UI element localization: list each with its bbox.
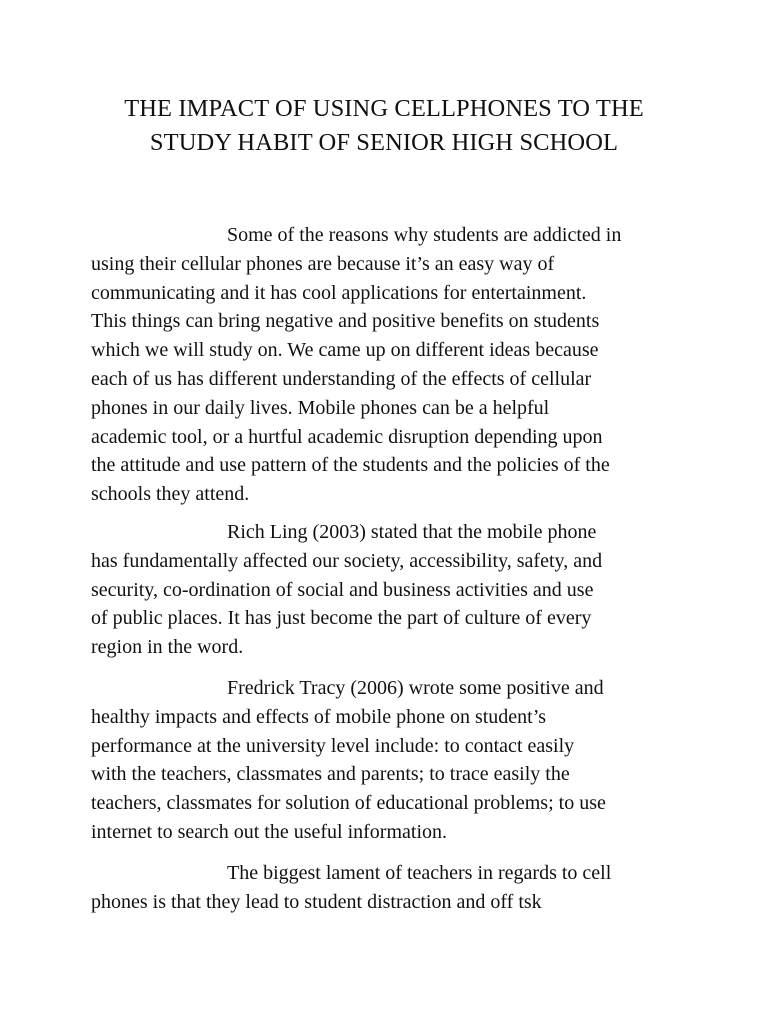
text-line: of public places. It has just become the part of culture of every xyxy=(91,607,592,630)
paragraph-rich-ling xyxy=(91,518,691,662)
text-line: The biggest lament of teachers in regards to cell xyxy=(227,862,612,884)
document-title xyxy=(60,92,708,160)
text-line: each of us has different understanding of the effects of cellular xyxy=(91,367,592,390)
text-line: This things can bring negative and positive benefits on students xyxy=(91,310,600,333)
text-line: communicating and it has cool applications for entertainment. xyxy=(91,281,587,304)
text-line: using their cellular phones are because it’s an easy way of xyxy=(91,252,555,275)
text-line: which we will study on. We came up on different ideas because xyxy=(91,339,599,362)
text-line: Some of the reasons why students are addicted in xyxy=(227,224,622,246)
text-line: schools they attend. xyxy=(91,483,250,506)
text-line: region in the word. xyxy=(91,636,244,659)
text-line: Rich Ling (2003) stated that the mobile phone xyxy=(227,521,597,543)
text-line: has fundamentally affected our society, accessibility, safety, and xyxy=(91,549,603,572)
text-line: academic tool, or a hurtful academic disruption depending upon xyxy=(91,425,603,448)
title-line: STUDY HABIT OF SENIOR HIGH SCHOOL xyxy=(149,129,619,156)
paragraph-fredrick-tracy xyxy=(91,674,691,847)
text-line: Fredrick Tracy (2006) wrote some positive and xyxy=(227,677,604,699)
paragraph-teachers-lament xyxy=(91,859,691,917)
title-line: THE IMPACT OF USING CELLPHONES TO THE xyxy=(124,95,644,122)
text-line: teachers, classmates for solution of educational problems; to use xyxy=(91,792,606,815)
paragraph-reasons xyxy=(91,221,691,509)
text-line: security, co-ordination of social and business activities and use xyxy=(91,578,594,601)
text-line: internet to search out the useful information. xyxy=(91,820,448,843)
text-line: healthy impacts and effects of mobile phone on student’s xyxy=(91,705,547,728)
text-line: the attitude and use pattern of the students and the policies of the xyxy=(91,454,610,477)
text-line: with the teachers, classmates and parents; to trace easily the xyxy=(91,763,570,786)
text-line: performance at the university level include: to contact easily xyxy=(91,734,575,757)
text-line: phones is that they lead to student distraction and off tsk xyxy=(91,890,542,913)
text-line: phones in our daily lives. Mobile phones can be a helpful xyxy=(91,396,550,419)
